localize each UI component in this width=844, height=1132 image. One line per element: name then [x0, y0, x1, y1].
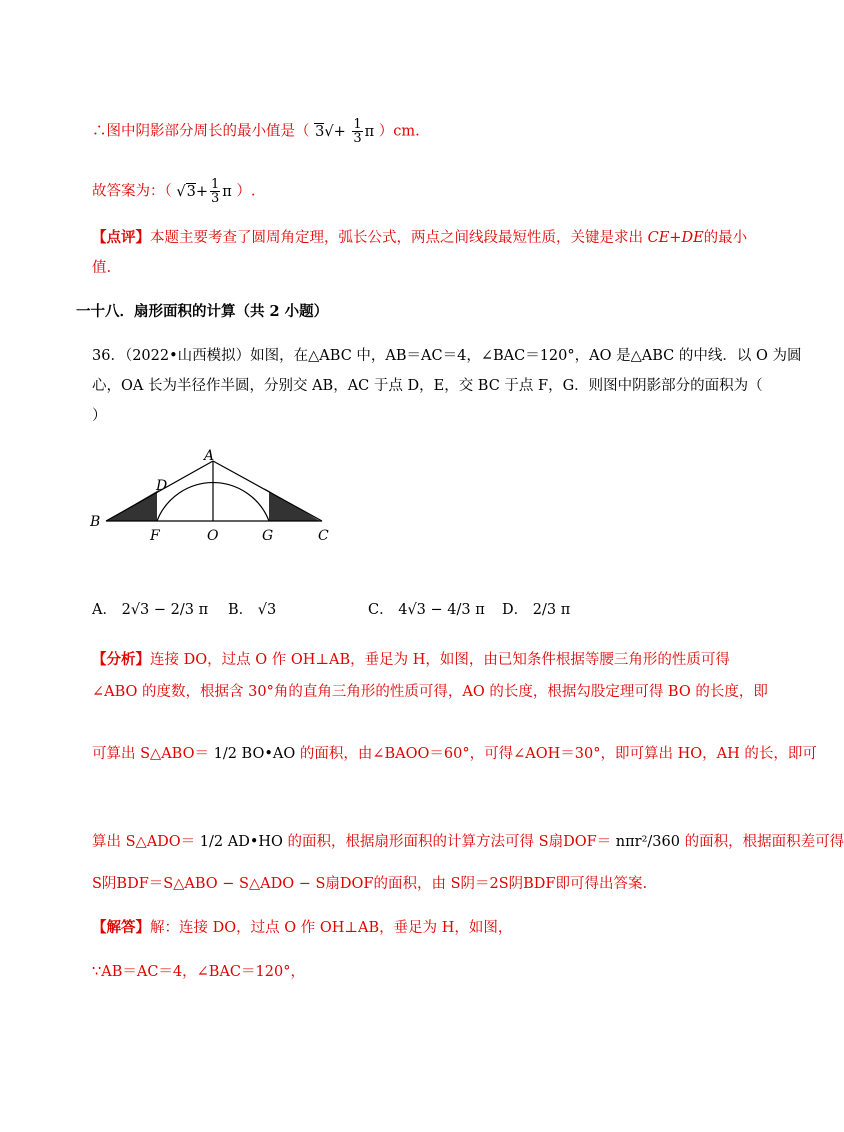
solution-s1: 解：连接 DO，过点 O 作 OH⊥AB，垂足为 H，如图， [150, 920, 513, 936]
label-d: D [156, 478, 168, 494]
option-b-value: √3 [257, 602, 277, 618]
analysis-tag: 【分析】 [92, 651, 150, 668]
comment-end: 的最小 [703, 230, 748, 246]
option-d-value: 2/3 π [532, 602, 571, 618]
analysis-line-5: S阴BDF＝S△ABO − S△ADO − S扇DOF的面积，由 S阴＝2S阴BDF即可得出答案. [92, 876, 648, 892]
analysis-line-4 [92, 832, 844, 852]
label-c: C [318, 528, 329, 544]
solution-line-1 [92, 918, 512, 938]
label-o: O [207, 528, 219, 544]
label-f: F [150, 528, 160, 544]
analysis-p4-math: 1/2 AD•HO [199, 834, 283, 850]
option-a [92, 600, 208, 620]
option-c-value: 4√3 − 4/3 π [398, 602, 485, 618]
comment-var: CE+DE [647, 230, 704, 246]
comment-tag: 【点评】 [92, 229, 150, 246]
analysis-p4a: 算出 S△ADO＝ [92, 834, 196, 850]
analysis-p3b: 的面积，由∠BAOO＝60°，可得∠AOH＝30°，即可算出 HO，AH 的长，即可 [299, 746, 817, 762]
analysis-p3-math: 1/2 BO•AO [213, 746, 296, 762]
conclusion-math: 3√+ $\frac{1}{3}$ π [315, 117, 375, 146]
comment-line [92, 228, 747, 248]
option-a-value: 2√3 − 2/3 π [121, 602, 209, 618]
answer-text: 故答案为：（ [92, 183, 172, 200]
question-line-2: 心，OA 长为半径作半圆，分别交 AB，AC 于点 D，E，交 BC 于点 F，G．则图中阴影部分的面积为（ [92, 378, 763, 394]
analysis-p1: 连接 DO，过点 O 作 OH⊥AB，垂足为 H，如图，由已知条件根据等腰三角形的性质可得 [150, 652, 730, 668]
analysis-p4-math2: nπr²/360 [615, 834, 680, 850]
analysis-line-1 [92, 650, 730, 670]
conclusion-line [92, 118, 420, 145]
conclusion-end: ）cm. [378, 123, 420, 140]
option-c-label: C． [368, 602, 394, 618]
answer-math: √3+ $\frac{1}{3}$ π [176, 177, 232, 206]
analysis-p3a: 可算出 S△ABO＝ [92, 746, 209, 762]
comment-line-2: 值. [92, 260, 112, 276]
analysis-line-2: ∠ABO 的度数，根据含 30°角的直角三角形的性质可得，AO 的长度，根据勾股定理可得 BO 的长度，即 [92, 684, 768, 700]
solution-line-2: ∵AB＝AC＝4，∠BAC＝120°， [92, 964, 305, 980]
option-d [502, 600, 570, 620]
label-b: B [90, 514, 101, 530]
comment-text: 本题主要考查了圆周角定理，弧长公式，两点之间线段最短性质，关键是求出 [150, 230, 643, 246]
option-a-label: A． [92, 602, 117, 618]
answer-end: ）. [236, 183, 256, 200]
option-b-label: B． [228, 602, 254, 618]
section-title: 一十八．扇形面积的计算（共 2 小题） [76, 303, 329, 320]
option-d-label: D． [502, 602, 529, 618]
analysis-p4c: 的面积，根据面积差可得 [684, 834, 844, 850]
question-line-1: 36．（2022•山西模拟）如图，在△ABC 中，AB＝AC＝4，∠BAC＝120°，AO 是△ABC 的中线．以 O 为圆 [92, 348, 802, 364]
solution-tag: 【解答】 [92, 919, 150, 936]
analysis-line-3 [92, 744, 817, 764]
segment-ac [213, 461, 322, 521]
conclusion-text: ∴图中阴影部分周长的最小值是（ [92, 123, 310, 140]
geometry-figure [88, 448, 338, 548]
label-a: A [204, 448, 215, 464]
option-c [368, 600, 485, 620]
analysis-p4b: 的面积，根据扇形面积的计算方法可得 S扇DOF＝ [287, 834, 612, 850]
question-line-3: ） [92, 408, 107, 424]
option-b [228, 600, 276, 620]
label-g: G [262, 528, 274, 544]
answer-line [92, 178, 256, 205]
